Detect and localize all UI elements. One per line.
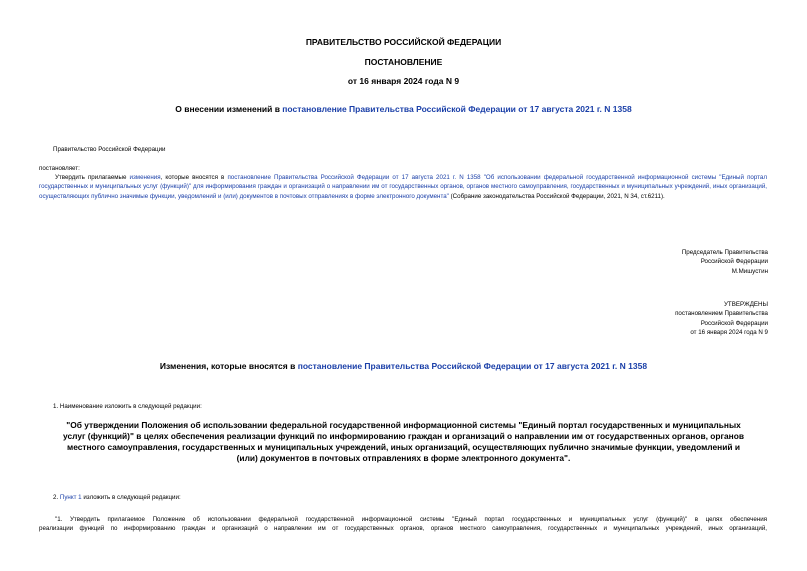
paragraph-1-mid: , которые вносятся в (160, 174, 228, 181)
item-1: 1. Наименование изложить в следующей редакции: (53, 403, 202, 410)
changes-title-prefix: Изменения, которые вносятся в (159, 361, 298, 371)
paragraph-1 (39, 173, 767, 201)
signature-block (500, 248, 768, 276)
paragraph-1-start: Утвердить прилагаемые (55, 174, 130, 181)
changes-title-link[interactable]: постановление Правительства Российской Федерации от 17 августа 2021 г. N 1358 (297, 361, 648, 371)
new-name-line-4: (или) документов в почтовых отправлениях в форме электронного документа". (236, 453, 571, 463)
document-title-prefix: О внесении изменений в (175, 104, 283, 114)
decides: постановляет: (39, 165, 80, 172)
approved-line-2: постановлением Правительства (675, 310, 768, 318)
approved-block (500, 300, 768, 338)
government-name: ПРАВИТЕЛЬСТВО РОССИЙСКОЙ ФЕДЕРАЦИИ (305, 37, 502, 47)
signature-line-1: Председатель Правительства (681, 249, 768, 256)
new-name-line-3: местного самоуправления, государственных и муниципальных учреждений, иных организаций, осуществляющих публично значимые функции, уведомлений и (67, 442, 740, 452)
signature-name: М.Мишустин (731, 267, 768, 275)
quoted-paragraph (39, 515, 767, 534)
item-2-rest: изложить в следующей редакции: (81, 494, 181, 501)
item-2 (53, 493, 181, 502)
item-2-number: 2. (53, 494, 60, 501)
new-name-block (0, 420, 807, 464)
quote-line-1: "1. Утвердить прилагаемое Положение об использовании федеральной государственной информационной системы "Единый портал государственных и муниципальных услуг (функций)" в целях обеспечения (55, 516, 767, 523)
document-title-link[interactable]: постановление Правительства Российской Федерации от 17 августа 2021 г. N 1358 (282, 104, 632, 114)
approved-line-3: Российской Федерации (700, 319, 768, 327)
issuer: Правительство Российской Федерации (53, 146, 166, 153)
approved-line-4: от 16 января 2024 года N 9 (690, 329, 768, 337)
new-name-line-2: услуг (функций)" в целях обеспечения реализации функций по информированию граждан и организаций о направлении им от государственных органов, органов (63, 431, 744, 441)
document-title (0, 104, 807, 114)
approved-line-1: УТВЕРЖДЕНЫ (724, 301, 768, 308)
item-2-link[interactable]: Пункт 1 (59, 494, 82, 501)
changes-title (0, 361, 807, 371)
quote-line-2: реализации функций по информированию граждан и организаций о направлении им от государственных органов, органов местного самоуправления, государственных и муниципальных учреждений, иных организаций, (39, 525, 767, 533)
document-date-number: от 16 января 2024 года N 9 (347, 76, 460, 86)
document-type: ПОСТАНОВЛЕНИЕ (364, 57, 443, 67)
changes-link[interactable]: изменения (129, 174, 161, 181)
resolution-1358-link[interactable]: постановление Правительства Российской Федерации от 17 августа 2021 г. N 1358 "Об использовании федеральной государственной информационной системы "Единый портал государственных и муниципальных услуг (функций)" для информирования граждан и организаций о направлении им от государственных органов, органов местного самоуправления, государственных и муниципальных учреждений, иных организаций, осуществляющих публично значимые функции, уведомлений и (или) документов в почтовых отправлениях в форме электронного документа" (39, 174, 767, 200)
paragraph-1-end: (Собрание законодательства Российской Федерации, 2021, N 34, ст.6211). (448, 192, 665, 200)
new-name-line-1: "Об утверждении Положения об использовании федеральной государственной информационной системы "Единый портал государственных и муниципальных (66, 420, 741, 430)
signature-line-2: Российской Федерации (700, 258, 768, 266)
